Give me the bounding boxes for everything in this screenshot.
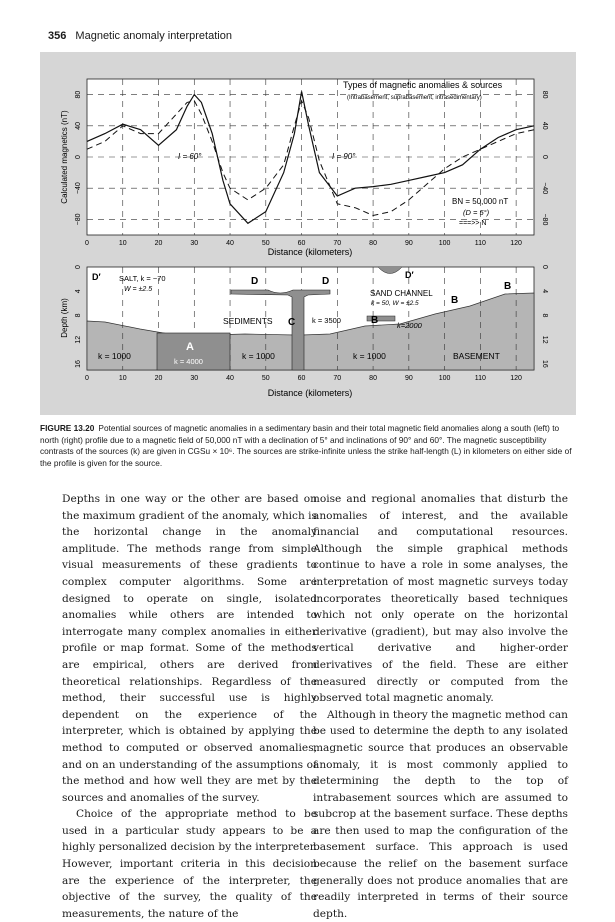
- top-x-ticks: [85, 240, 522, 247]
- y-tick-label-left: −80: [75, 213, 82, 226]
- x-tick-label: 100: [438, 240, 451, 247]
- x-tick-label: 100: [438, 375, 451, 382]
- label-basement: BASEMENT: [453, 351, 500, 361]
- label-a-k: k = 4000: [174, 357, 203, 366]
- x-tick-label: 10: [118, 240, 127, 247]
- label-sand-k: k = 50, W = ±2.5: [371, 300, 419, 307]
- paragraph: Depths in one way or the other are based on the maximum gradient of the anomaly, which is the horizontal change in the anomaly amplitude. The methods range from simple visual measurements of these gradients to complex computer algorithms. Some are designed to operate on single, isolated anomalies while others are intended to interrogate many complex anomalies in either profile or map format. Some of the methods are empirical, others are derived from theoretical relationships. Regardless of the method, their successful use is highly dependent on the experience of the interpreter, which is obtained by applying the method to computed or observed anomalies, and on an understanding of the assumptions of the method and how well they are met by the sources and anomalies of the survey.: [62, 493, 317, 804]
- x-tick-label: 10: [118, 375, 127, 382]
- x-tick-label: 50: [261, 375, 270, 382]
- caption-label: FIGURE 13.20: [40, 423, 95, 433]
- body-column-right: [313, 491, 568, 922]
- y-tick-label-right: 40: [541, 121, 548, 130]
- label-d-1: D: [251, 276, 259, 287]
- y-tick-label-right: −80: [541, 213, 548, 226]
- bottom-x-ticks: [85, 375, 522, 382]
- x-tick-label: 70: [333, 240, 342, 247]
- y-tick-label-left: 40: [75, 121, 82, 130]
- y-tick-label-left: 4: [75, 289, 82, 294]
- y-tick-label-left: 0: [75, 155, 82, 159]
- top-title: Types of magnetic anomalies & sources: [343, 80, 503, 90]
- y-tick-label-left: −40: [75, 182, 82, 195]
- y-tick-label-right: 4: [541, 289, 548, 294]
- figure-svg: [40, 52, 576, 415]
- label-d-prime-left: D′: [92, 272, 101, 282]
- label-bn: BN = 50,000 nT: [452, 197, 509, 206]
- x-tick-label: 90: [404, 375, 413, 382]
- x-tick-label: 40: [226, 375, 234, 382]
- x-tick-label: 30: [190, 240, 199, 247]
- y-tick-label-left: 12: [75, 335, 82, 344]
- y-tick-label-right: 12: [541, 335, 548, 344]
- x-tick-label: 60: [297, 240, 306, 247]
- bottom-x-label: Distance (kilometers): [267, 388, 353, 398]
- figure-caption: [40, 423, 576, 469]
- x-tick-label: 0: [85, 375, 89, 382]
- x-tick-label: 60: [297, 375, 306, 382]
- label-k-1000-right: k = 1000: [353, 351, 386, 361]
- label-sediments: SEDIMENTS: [223, 316, 273, 326]
- y-tick-label-right: 0: [541, 155, 548, 159]
- paragraph: Choice of the appropriate method to be used in a particular study appears to be a highly personalized decision by the interpreter. However, important criteria in this decision are the experience of the interpreter, the objective of the survey, the quality of the measurements, the nature of the: [62, 808, 317, 920]
- x-tick-label: 20: [154, 375, 163, 382]
- x-tick-label: 110: [474, 375, 486, 382]
- top-subtitle: (Intrabasement, suprabasement, intrasedimentary): [347, 95, 482, 101]
- x-tick-label: 50: [261, 240, 270, 247]
- label-d-2: D: [322, 276, 330, 287]
- y-tick-label-left: 8: [75, 313, 82, 318]
- x-tick-label: 40: [226, 240, 234, 247]
- x-tick-label: 120: [510, 240, 522, 247]
- page-number: 356: [48, 30, 67, 42]
- x-tick-label: 80: [369, 240, 377, 247]
- paragraph: noise and regional anomalies that disturb the anomalies of interest, and the available financial and computational resources. Although the simple graphical methods continue to have a role in some analyses, the interpretation of most magnetic surveys today incorporates theoretically based techniques which not only operate on the horizontal derivative (gradient), but may also involve the vertical derivative and higher-order derivatives of the field. These are either measured directly or computed from the observed total magnetic anomaly.: [313, 493, 568, 705]
- y-tick-label-right: 0: [541, 265, 548, 269]
- label-d-prime-right: D′: [405, 270, 414, 280]
- label-a: A: [186, 341, 194, 353]
- y-tick-label-left: 16: [75, 360, 82, 368]
- label-declination: (D = 5°): [463, 208, 490, 217]
- y-tick-label-left: 0: [75, 265, 82, 269]
- x-tick-label: 90: [404, 240, 413, 247]
- x-tick-label: 70: [333, 375, 342, 382]
- label-salt: SALT, k = −70: [119, 274, 166, 283]
- label-c: C: [288, 317, 296, 328]
- label-north-arrow: ===>> N: [459, 220, 487, 227]
- label-sand-channel: SAND CHANNEL: [370, 289, 433, 298]
- label-i90: I = 90°: [332, 152, 356, 161]
- y-tick-label-right: −40: [541, 182, 548, 195]
- label-i60: I = 60°: [178, 152, 202, 161]
- figure-13-20: [40, 52, 576, 415]
- label-b-2: B: [504, 281, 512, 292]
- x-tick-label: 30: [190, 375, 199, 382]
- y-tick-label-right: 8: [541, 313, 548, 318]
- running-title: Magnetic anomaly interpretation: [75, 30, 232, 42]
- bottom-y-label: Depth (km): [60, 298, 69, 338]
- y-tick-label-right: 16: [541, 360, 548, 368]
- y-tick-label-right: 80: [541, 90, 548, 99]
- label-b-1: B: [451, 295, 459, 306]
- label-k-1000-mid: k = 1000: [242, 351, 275, 361]
- label-b-3: B: [371, 315, 379, 326]
- top-x-label: Distance (kilometers): [267, 247, 353, 257]
- label-k-1000-left: k = 1000: [98, 351, 131, 361]
- label-b-k: k=2000: [397, 321, 422, 330]
- x-tick-label: 110: [474, 240, 486, 247]
- paragraph: Although in theory the magnetic method can be used to determine the depth to any isolated magnetic source that produces an observable anomaly, it is most commonly applied to determining the depth to the top of intrabasement sources which are assumed to subcrop at the basement surface. These depths are then used to map the configuration of the basement surface. This approach is used because the relief on the basement surface generally does not produce anomalies that are readily interpreted in terms of their source depth.: [313, 708, 568, 920]
- x-tick-label: 80: [369, 375, 377, 382]
- label-salt-w: W = ±2.5: [124, 286, 153, 293]
- x-tick-label: 120: [510, 375, 522, 382]
- label-c-k: k = 3500: [312, 316, 341, 325]
- x-tick-label: 20: [154, 240, 163, 247]
- running-header: [48, 30, 232, 42]
- body-column-left: [62, 491, 317, 922]
- x-tick-label: 0: [85, 240, 89, 247]
- y-tick-label-left: 80: [75, 90, 82, 99]
- caption-text: Potential sources of magnetic anomalies in a sedimentary basin and their total magnetic field anomalies along a south (left) to north (right) profile due to a magnetic field of 50,000 nT with a declination of 5° and inclinations of 90° and 60°. The magnetic susceptibility contrasts of the sources (k) are given in CGSu × 10⁶. The sources are strike-infinite unless the strike half-length (L) in kilometers on either side of the profile is given for the source.: [40, 423, 572, 468]
- top-y-label: Calculated magnetics (nT): [60, 110, 69, 204]
